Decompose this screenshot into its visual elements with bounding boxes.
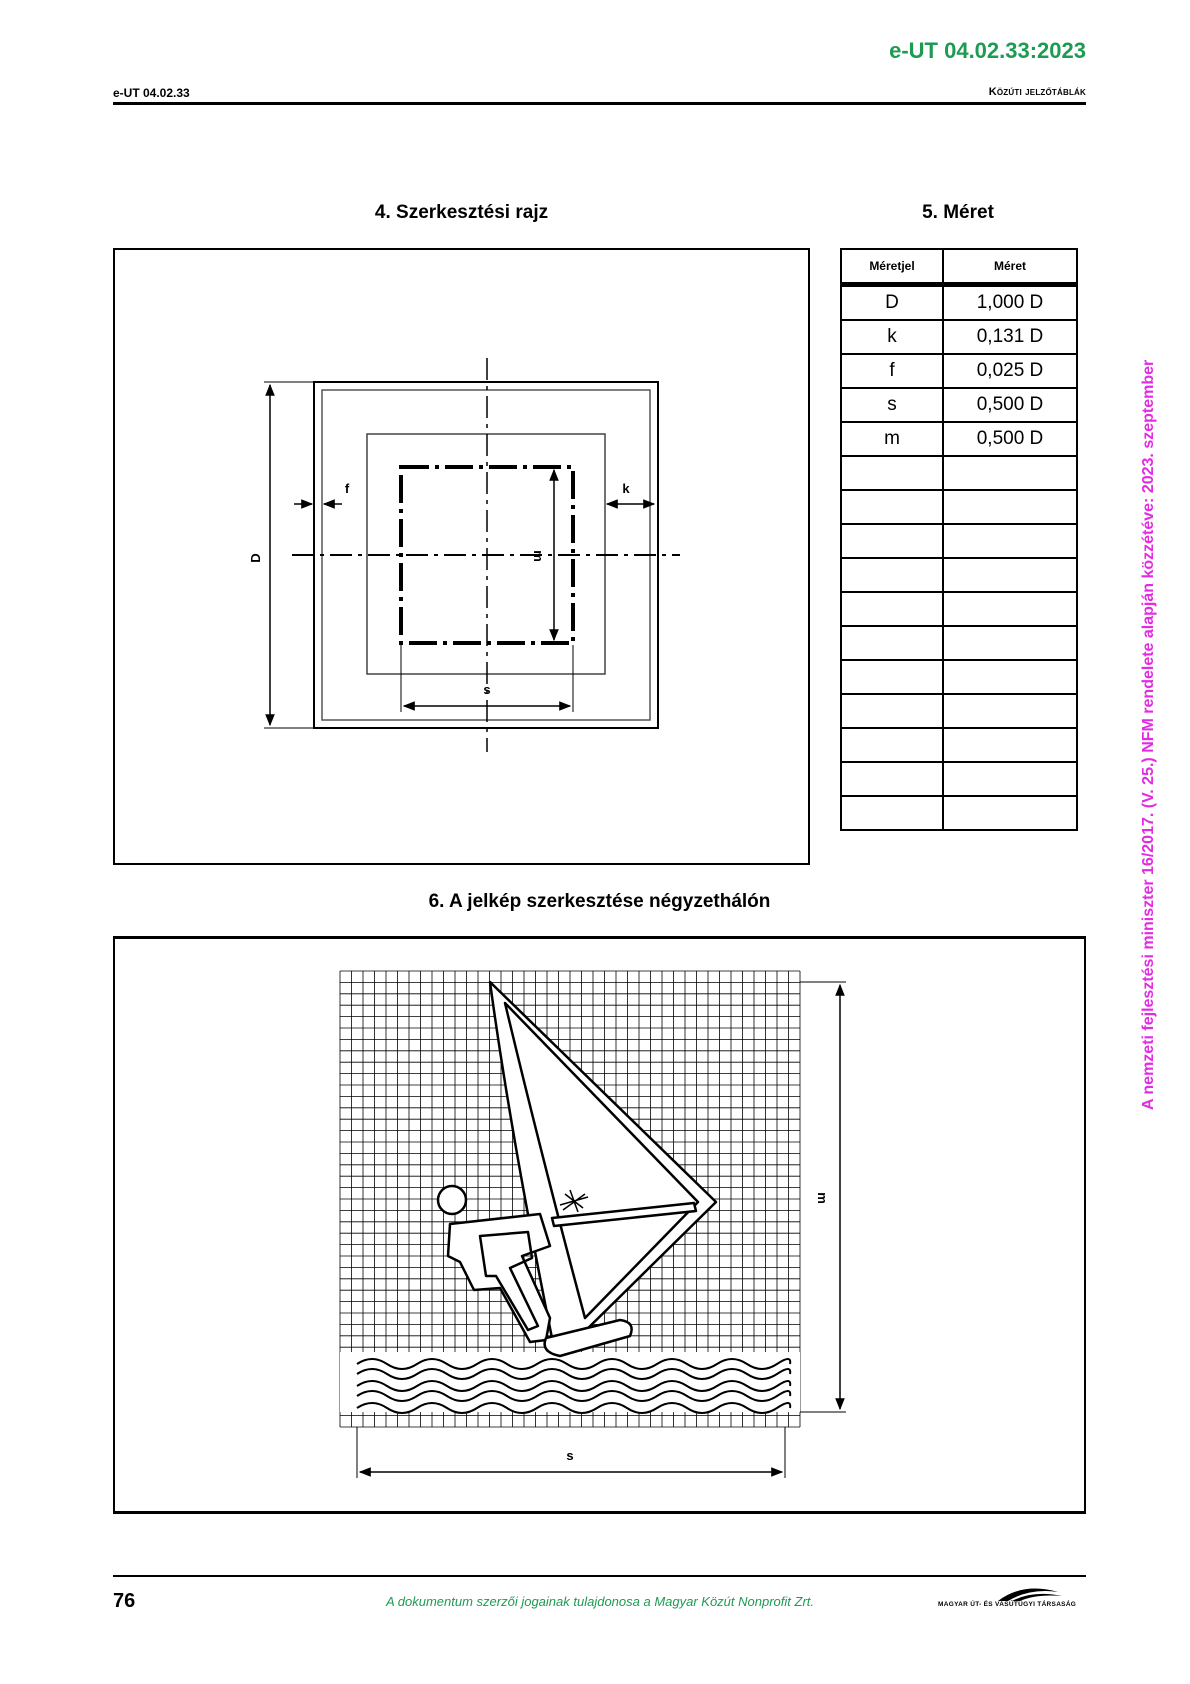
publisher-logo <box>938 1586 1088 1612</box>
dimension-symbol-cell: f <box>841 354 943 388</box>
dimension-symbol-cell: s <box>841 388 943 422</box>
dimension-symbol-cell <box>841 592 943 626</box>
dimension-value-cell: 0,500 D <box>943 422 1077 456</box>
size-table-row <box>841 354 1077 388</box>
dimension-value-cell <box>943 456 1077 490</box>
grid-label-m: m <box>815 1192 830 1204</box>
label-d: D <box>248 553 263 563</box>
construction-drawing-svg <box>115 250 808 863</box>
size-table-row <box>841 762 1077 796</box>
size-table-row <box>841 796 1077 830</box>
symbol-grid-svg <box>115 939 1084 1511</box>
size-table-row <box>841 728 1077 762</box>
dimension-value-cell <box>943 694 1077 728</box>
copyright-notice: A dokumentum szerzői jogainak tulajdonosa a Magyar Közút Nonprofit Zrt. <box>385 1594 814 1609</box>
dimension-value-cell <box>943 524 1077 558</box>
size-table-row <box>841 660 1077 694</box>
dimension-symbol-cell <box>841 660 943 694</box>
dimension-value-cell <box>943 490 1077 524</box>
label-s: s <box>483 682 491 697</box>
size-table-row <box>841 694 1077 728</box>
size-table-row <box>841 558 1077 592</box>
dimension-value-cell <box>943 626 1077 660</box>
grid-label-s: s <box>566 1448 574 1463</box>
size-table-row <box>841 490 1077 524</box>
dimension-symbol-cell <box>841 694 943 728</box>
construction-drawing <box>113 248 810 865</box>
header-right-title: Közúti jelzőtáblák <box>988 86 1086 98</box>
size-table-row <box>841 285 1077 321</box>
dimension-symbol-cell <box>841 796 943 830</box>
label-k: k <box>622 481 630 496</box>
size-table-row <box>841 456 1077 490</box>
dimension-value-cell <box>943 592 1077 626</box>
size-table-row <box>841 524 1077 558</box>
dimension-symbol-cell <box>841 490 943 524</box>
dimension-value-cell: 0,131 D <box>943 320 1077 354</box>
size-table-row <box>841 422 1077 456</box>
header-cell: Méretjel <box>841 249 943 285</box>
label-m: m <box>531 550 546 562</box>
document-code: e-UT 04.02.33:2023 <box>889 38 1086 63</box>
size-table <box>840 248 1078 831</box>
dimension-symbol-cell <box>841 524 943 558</box>
header-cell: Méret <box>943 249 1077 285</box>
drawing-section-title: 4. Szerkesztési rajz <box>374 202 549 223</box>
dimension-symbol-cell: m <box>841 422 943 456</box>
dimension-symbol-cell <box>841 456 943 490</box>
logo-text: MAGYAR ÚT- ÉS VASÚTÜGYI TÁRSASÁG <box>938 1601 1077 1608</box>
dimension-symbol-cell <box>841 762 943 796</box>
page-number: 76 <box>113 1590 136 1612</box>
size-table-row <box>841 626 1077 660</box>
dimension-value-cell <box>943 558 1077 592</box>
grid-section-title: 6. A jelkép szerkesztése négyzethálón <box>428 891 771 912</box>
dimension-symbol-cell: k <box>841 320 943 354</box>
dimension-value-cell <box>943 660 1077 694</box>
size-table-row <box>841 320 1077 354</box>
size-section-title: 5. Méret <box>922 202 994 223</box>
size-table-row <box>841 592 1077 626</box>
dimension-symbol-cell <box>841 626 943 660</box>
dimension-value-cell: 1,000 D <box>943 285 1077 321</box>
dimension-symbol-cell: D <box>841 285 943 321</box>
header-rule <box>113 102 1086 105</box>
side-publication-note: A nemzeti fejlesztési miniszter 16/2017. (V. 25.) NFM rendelete alapján közzétéve: 2023. szeptember <box>1140 359 1157 1110</box>
size-table-row <box>841 388 1077 422</box>
dimension-value-cell: 0,025 D <box>943 354 1077 388</box>
dimension-value-cell: 0,500 D <box>943 388 1077 422</box>
road-logo-icon <box>938 1586 1088 1602</box>
dimension-value-cell <box>943 762 1077 796</box>
dimension-symbol-cell <box>841 728 943 762</box>
header-left-code: e-UT 04.02.33 <box>113 86 190 100</box>
footer-rule <box>113 1575 1086 1577</box>
dimension-value-cell <box>943 728 1077 762</box>
size-table-header <box>841 249 1077 285</box>
dimension-value-cell <box>943 796 1077 830</box>
label-f: f <box>344 481 350 496</box>
symbol-grid-drawing <box>113 936 1086 1514</box>
dimension-symbol-cell <box>841 558 943 592</box>
